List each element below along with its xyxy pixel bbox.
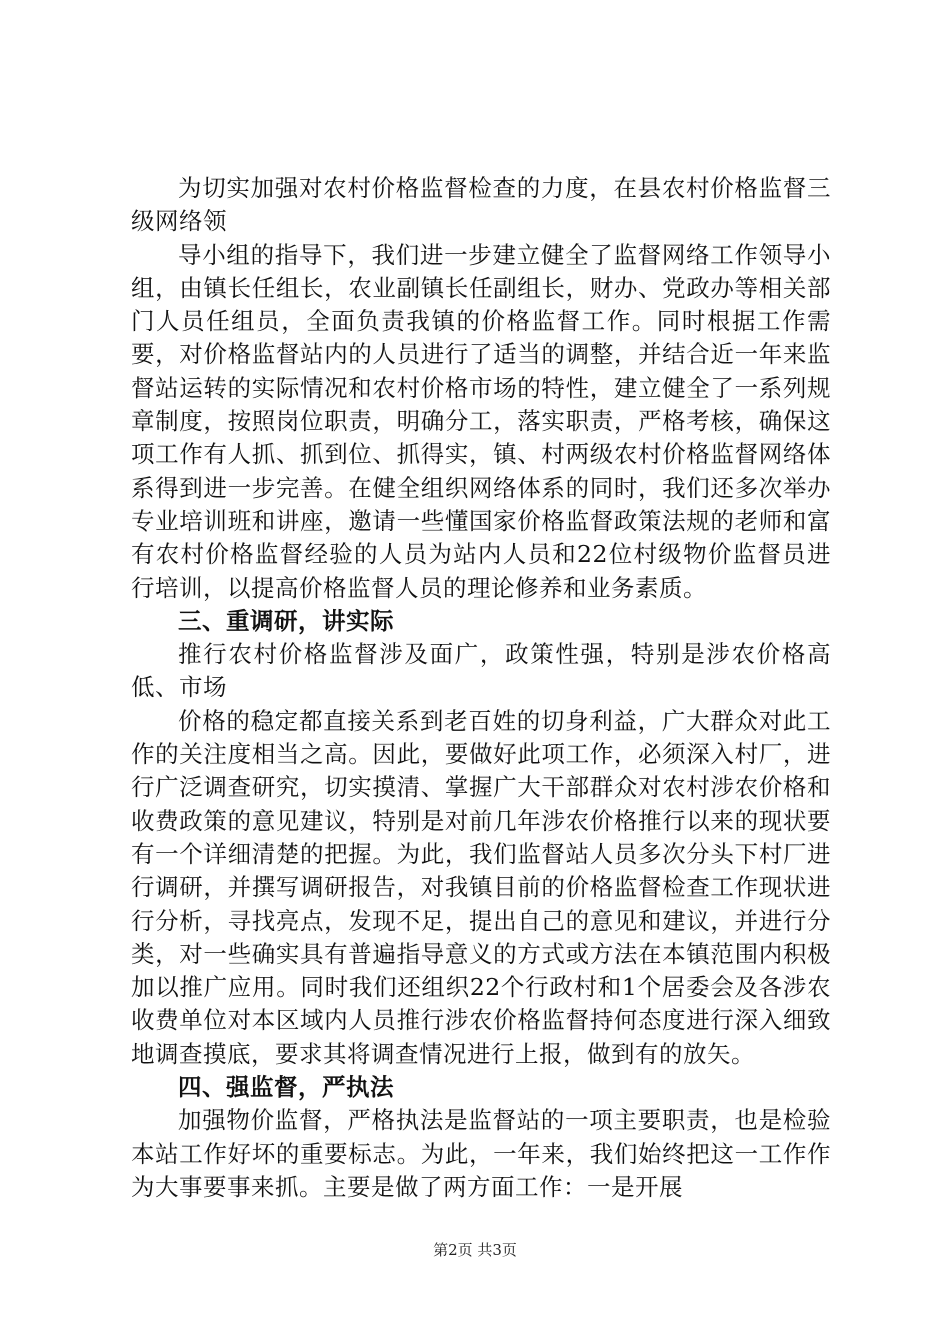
paragraph: 加强物价监督，严格执法是监督站的一项主要职责，也是检验本站工作好坏的重要标志。为此，一年来，我们始终把这一工作作为大事要事来抓。主要是做了两方面工作：一是开展 (131, 1106, 831, 1201)
paragraph: 价格的稳定都直接关系到老百姓的切身利益，广大群众对此工作的关注度相当之高。因此，要做好此项工作，必须深入村厂，进行广泛调查研究，切实摸清、掌握广大干部群众对农村涉农价格和收费政策的意见建议，特别是对前几年涉农价格推行以来的现状要有一个详细清楚的把握。为此，我们监督站人员多次分头下村厂进行调研，并撰写调研报告，对我镇目前的价格监督检查工作现状进行分析，寻找亮点，发现不足，提出自己的意见和建议，并进行分类，对一些确实具有普遍指导意义的方式或方法在本镇范围内积极加以推广应用。同时我们还组织22个行政村和1个居委会及各涉农收费单位对本区域内人员推行涉农价格监督持何态度进行深入细致地调查摸底，要求其将调查情况进行上报，做到有的放矢。 (131, 706, 831, 1068)
document-body (131, 172, 831, 1204)
paragraph: 为切实加强对农村价格监督检查的力度，在县农村价格监督三级网络领 (131, 174, 831, 236)
section-heading: 三、重调研，讲实际 (178, 606, 394, 635)
paragraph: 推行农村价格监督涉及面广，政策性强，特别是涉农价格高低、市场 (131, 640, 831, 702)
section-heading: 四、强监督，严执法 (178, 1073, 394, 1102)
paragraph: 导小组的指导下，我们进一步建立健全了监督网络工作领导小组，由镇长任组长，农业副镇长任副组长，财办、党政办等相关部门人员任组员，全面负责我镇的价格监督工作。同时根据工作需要，对价格监督站内的人员进行了适当的调整，并结合近一年来监督站运转的实际情况和农村价格市场的特性，建立健全了一系列规章制度，按照岗位职责，明确分工，落实职责，严格考核，确保这项工作有人抓、抓到位、抓得实，镇、村两级农村价格监督网络体系得到进一步完善。在健全组织网络体系的同时，我们还多次举办专业培训班和讲座，邀请一些懂国家价格监督政策法规的老师和富有农村价格监督经验的人员为站内人员和22位村级物价监督员进行培训，以提高价格监督人员的理论修养和业务素质。 (131, 240, 831, 602)
page-footer: 第2页 共3页 (433, 1241, 517, 1259)
